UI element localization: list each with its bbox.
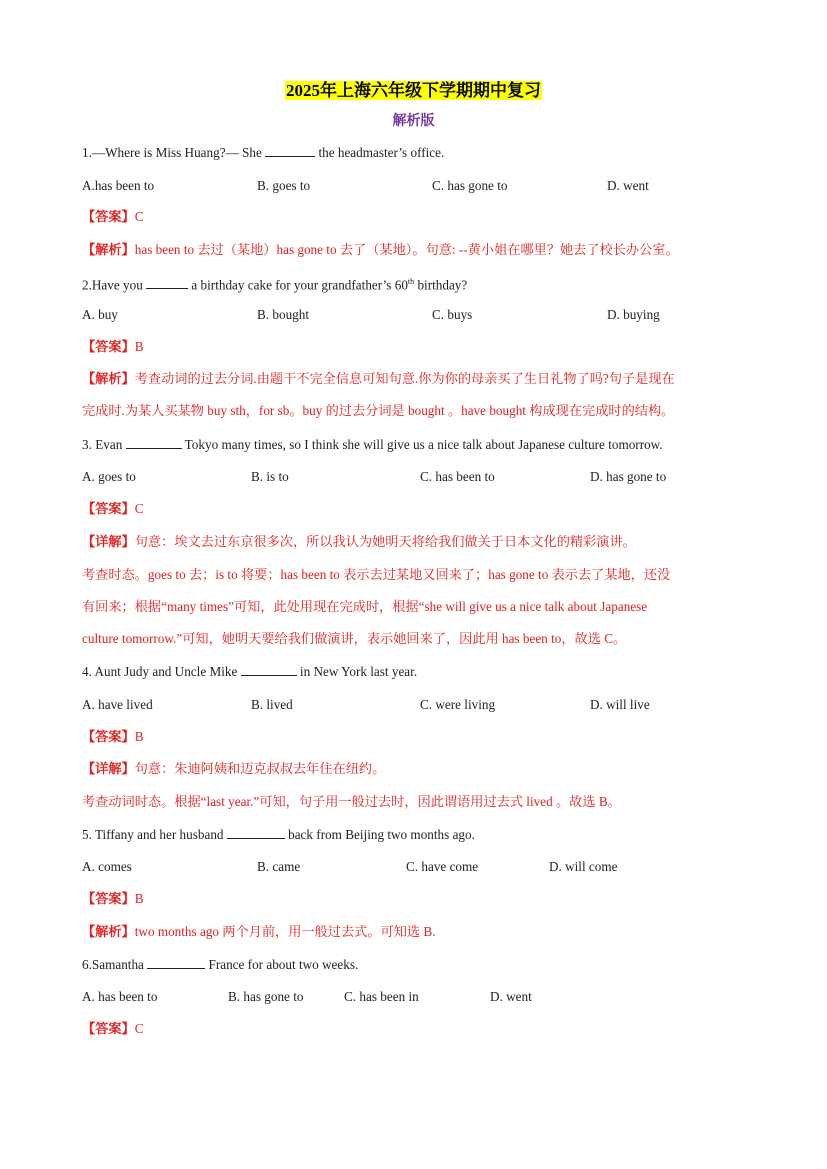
question-6-option-b: B. has gone to — [228, 989, 304, 1004]
question-1-option-b: B. goes to — [257, 178, 311, 193]
question-3-option-c: C. has been to — [420, 469, 495, 484]
question-1-option-d: D. went — [607, 178, 649, 193]
question-1-stem: 1.—Where is Miss Huang?— She the headmaster’s office. — [82, 145, 445, 160]
question-3-detail-cont-1: 考查时态。goes to 去；is to 将要；has been to 表示去过某地又回来了；has gone to 表示去了某地，还没 — [82, 567, 671, 582]
answer-blank — [241, 663, 297, 676]
question-4-detail-cont: 考查动词时态。根据“last year.”可知，句子用一般过去时，因此谓语用过去式 lived 。故选 B。 — [82, 794, 621, 809]
question-5-option-b: B. came — [257, 859, 301, 874]
question-6-option-d: D. went — [490, 989, 532, 1004]
page-subtitle: 解析版 — [392, 114, 435, 129]
question-3-option-d: D. has gone to — [590, 469, 667, 484]
question-4-option-b: B. lived — [251, 697, 293, 712]
question-4-answer: 【答案】B — [82, 729, 144, 744]
question-6-option-a: A. has been to — [82, 989, 158, 1004]
question-2-option-c: C. buys — [432, 307, 473, 322]
question-1-analysis: 【解析】has been to 去过（某地）has gone to 去了（某地）。句意: --黄小姐在哪里？她去了校长办公室。 — [82, 242, 679, 257]
question-3-answer: 【答案】C — [82, 501, 144, 516]
question-6-answer: 【答案】C — [82, 1021, 144, 1036]
question-3-detail-cont-2: 有回来；根据“many times”可知，此处用现在完成时，根据“she will give us a nice talk about Japanese — [82, 599, 648, 614]
question-5-option-a: A. comes — [82, 859, 132, 874]
question-2-answer: 【答案】B — [82, 339, 144, 354]
question-3-stem: 3. Evan Tokyo many times, so I think she will give us a nice talk about Japanese culture tomorrow. — [82, 437, 663, 452]
question-3-detail: 【详解】句意：埃文去过东京很多次，所以我认为她明天将给我们做关于日本文化的精彩演讲。 — [82, 534, 636, 549]
question-2-option-a: A. buy — [82, 307, 118, 322]
question-5-analysis: 【解析】two months ago 两个月前，用一般过去式。可知选 B. — [82, 924, 436, 939]
question-2-option-b: B. bought — [257, 307, 310, 322]
question-3-option-a: A. goes to — [82, 469, 136, 484]
question-5-option-c: C. have come — [406, 859, 479, 874]
answer-blank — [227, 826, 285, 839]
question-3-option-b: B. is to — [251, 469, 289, 484]
question-5-stem: 5. Tiffany and her husband back from Beijing two months ago. — [82, 827, 475, 842]
answer-blank — [146, 276, 188, 289]
question-5-option-d: D. will come — [549, 859, 618, 874]
question-4-stem: 4. Aunt Judy and Uncle Mike in New York last year. — [82, 664, 418, 679]
question-4-option-c: C. were living — [420, 697, 496, 712]
question-2-option-d: D. buying — [607, 307, 660, 322]
question-6-stem: 6.Samantha France for about two weeks. — [82, 957, 359, 972]
question-1-option-a: A.has been to — [82, 178, 155, 193]
question-2-analysis: 【解析】考查动词的过去分词.由题干不完全信息可知句意.你为你的母亲买了生日礼物了吗?句子是现在 — [82, 371, 675, 386]
question-4-option-d: D. will live — [590, 697, 650, 712]
question-5-answer: 【答案】B — [82, 891, 144, 906]
question-1-answer: 【答案】C — [82, 209, 144, 224]
question-6-option-c: C. has been in — [344, 989, 419, 1004]
answer-blank — [147, 956, 205, 969]
answer-blank — [126, 436, 182, 449]
question-4-option-a: A. have lived — [82, 697, 153, 712]
question-2-analysis-cont: 完成时.为某人买某物 buy sth，for sb。buy 的过去分词是 bought 。have bought 构成现在完成时的结构。 — [82, 403, 675, 418]
question-3-detail-cont-3: culture tomorrow.”可知，她明天要给我们做演讲，表示她回来了，因此用 has been to，故选 C。 — [82, 631, 627, 646]
answer-blank — [265, 144, 315, 157]
question-4-detail: 【详解】句意：朱迪阿姨和迈克叔叔去年住在纽约。 — [82, 761, 386, 776]
question-1-option-c: C. has gone to — [432, 178, 508, 193]
page-title: 2025年上海六年级下学期期中复习 — [286, 81, 541, 100]
question-2-stem: 2.Have you a birthday cake for your grandfather’s 60th birthday? — [82, 277, 468, 293]
